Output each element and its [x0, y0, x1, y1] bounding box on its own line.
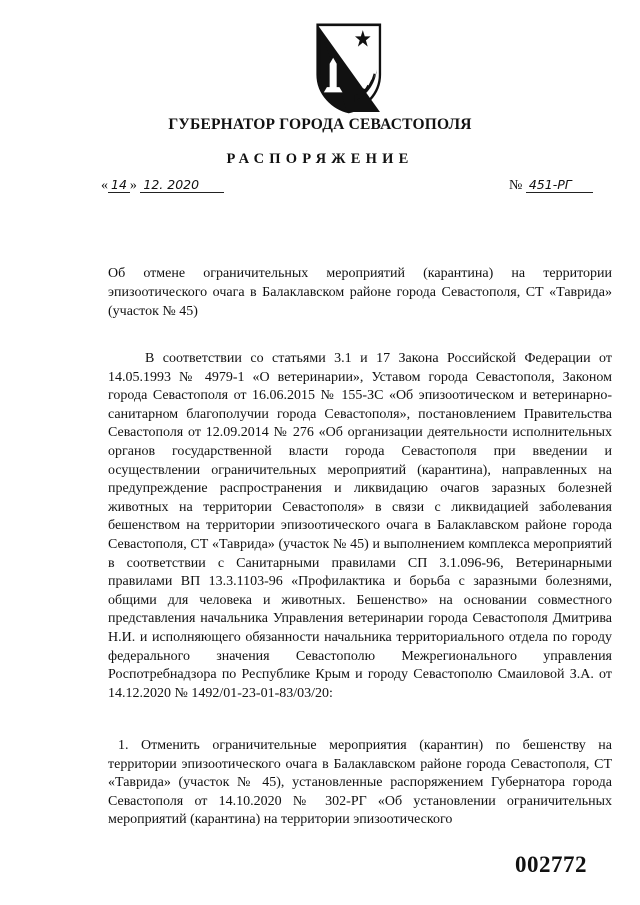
- order-item-1: 1. Отменить ограничительные мероприятия (карантин) по бешенству на территории эпизоотического очага в Балаклавском районе города Севастополя, СТ «Таврида» (участок № 45), установленные распоряжением Губернатора города Севастополя от 14.10.2020 № 302-РГ «Об установлении ограничительных мероприятий (карантина) на территории эпизоотического: [108, 738, 612, 828]
- date-month-year: 12. 2020: [140, 178, 224, 193]
- number-prefix: №: [509, 178, 523, 193]
- sevastopol-coat-of-arms-icon: [302, 22, 392, 114]
- preamble-paragraph: В соответствии со статьями 3.1 и 17 Закона Российской Федерации от 14.05.1993 № 4979-1 «О ветеринарии», Уставом города Севастополя, Законом города Севастополя от 16.06.2015 № 155-ЗС «Об эпизоотическом и ветеринарно-санитарном благополучии города Севастополя», постановлением Правительства Севастополя от 12.09.2014 № 276 «Об организации деятельности исполнительных органов государственной власти города Севастополя при введении и осуществлении ограничительных мероприятий (карантина), направленных на предупреждение распространения и ликвидацию очагов заразных болезней животных на территории Севастополя» в связи с ликвидацией заболевания бешенством на территории эпизоотического очага в Балаклавском районе города Севастополя, СТ «Таврида» (участок № 45) и выполнением комплекса мероприятий в соответствии с Санитарными правилами СП 3.1.096-96, Ветеринарными правилами ВП 13.3.1103-96 «Профилактика и борьба с заразными болезнями, общими для человека и животных. Бешенство» на основании совместного представления начальника Управления ветеринарии города Севастополя Дмитрива Н.И. и исполняющего обязанности начальника территориального отдела по городу федерального значения Севастополю Межрегионального управления Роспотребнадзора по Республике Крым и городу Севастополю Смаиловой З.А. от 14.12.2020 № 1492/01-23-01-83/03/20:: [108, 351, 612, 701]
- form-serial-number: 002772: [515, 852, 587, 877]
- date-day: 14: [108, 178, 130, 193]
- document-number: [509, 178, 593, 194]
- date-open-quote: «: [101, 178, 108, 193]
- issuing-authority: ГУБЕРНАТОР ГОРОДА СЕВАСТОПОЛЯ: [168, 116, 472, 133]
- document-date: [101, 178, 224, 194]
- document-type-title: РАСПОРЯЖЕНИЕ: [226, 151, 414, 167]
- document-subject: Об отмене ограничительных мероприятий (карантина) на территории эпизоотического очага в Балаклавском районе города Севастополя, СТ «Таврида» (участок № 45): [108, 266, 612, 319]
- number-value: 451-РГ: [526, 178, 593, 193]
- date-close-quote: »: [129, 178, 137, 193]
